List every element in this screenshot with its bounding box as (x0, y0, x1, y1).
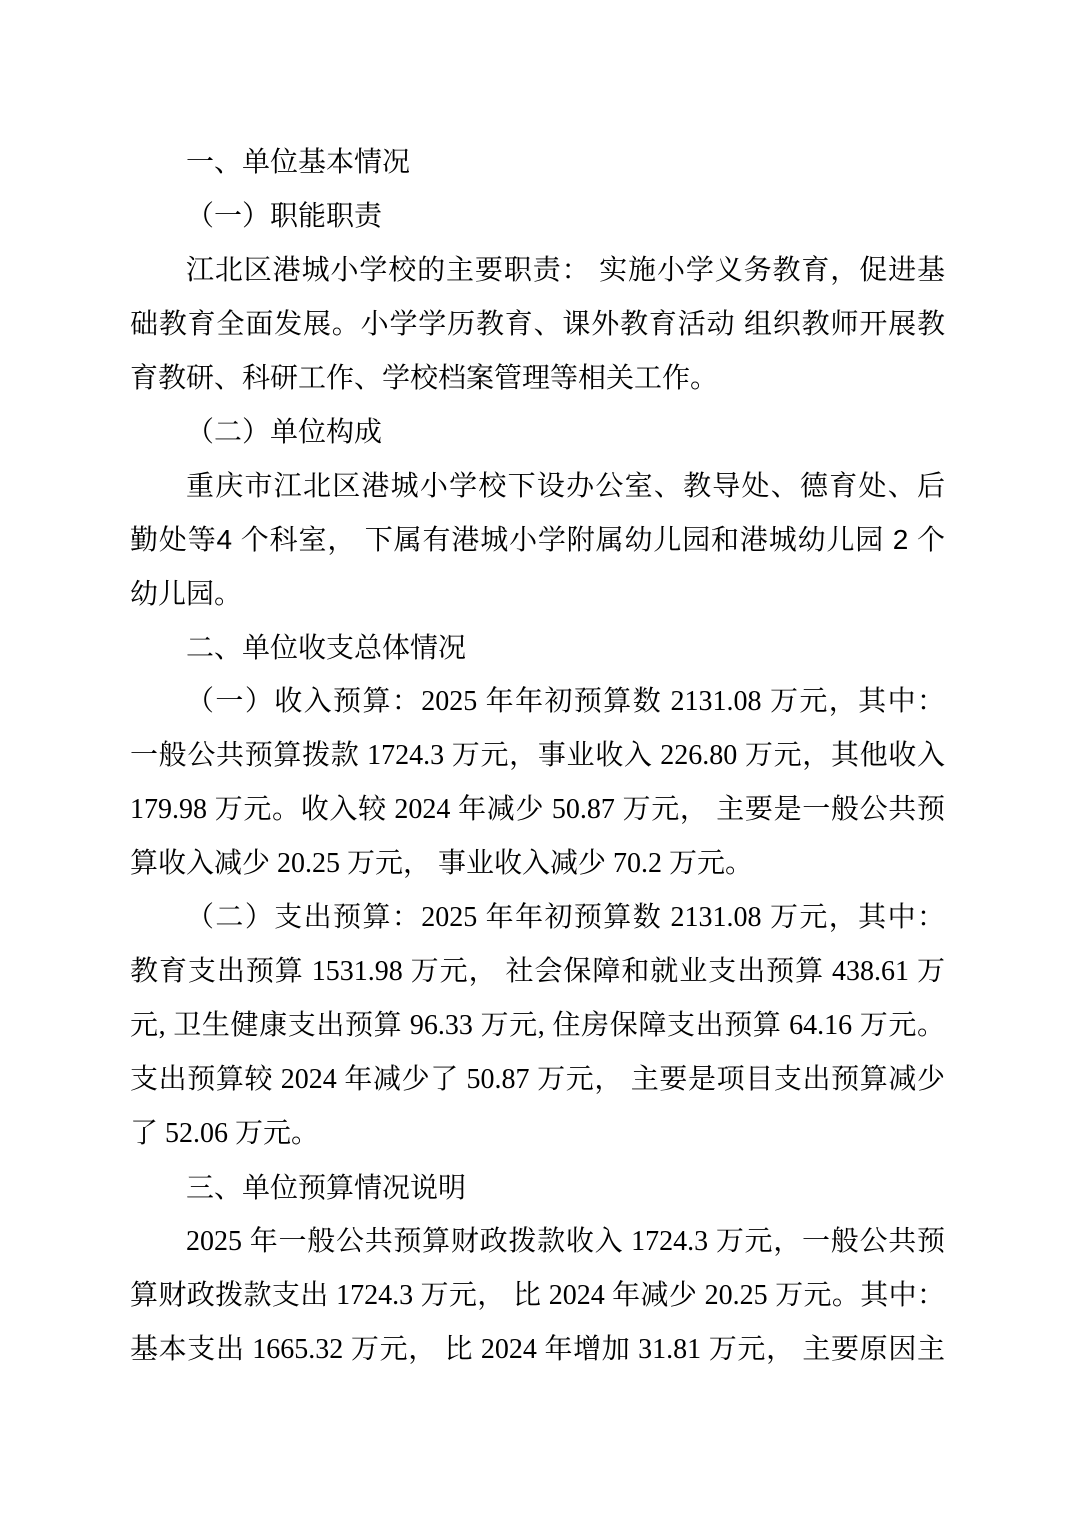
heading-budget-explanation: 三、单位预算情况说明 (186, 1172, 467, 1203)
paragraph-duties (130, 243, 945, 405)
text-line: （二）支出预算：2025 年年初预算数 2131.08 万元，其中： (186, 902, 945, 933)
heading-duties: （一）职能职责 (186, 200, 383, 231)
text-line: 重庆市江北区港城小学校下设办公室、教导处、德育处、后 (186, 470, 945, 501)
text-line: 江北区港城小学校的主要职责： 实施小学义务教育，促进基 (186, 254, 945, 285)
paragraph-composition (130, 459, 945, 621)
paragraph-expenditure-budget (130, 891, 945, 1161)
text-line: 算财政拨款支出 1724.3 万元， 比 2024 年减少 20.25 万元。其中： (130, 1280, 945, 1311)
text-line: （一）收入预算：2025 年年初预算数 2131.08 万元，其中： (186, 686, 945, 717)
text-line: 179.98 万元。收入较 2024 年减少 50.87 万元， 主要是一般公共预 (130, 794, 945, 825)
text-line: 了 52.06 万元。 (130, 1118, 320, 1149)
text-line: 2025 年一般公共预算财政拨款收入 1724.3 万元，一般公共预 (186, 1226, 945, 1257)
text-line: 幼儿园。 (130, 578, 243, 609)
text-line: 基本支出 1665.32 万元， 比 2024 年增加 31.81 万元， 主要原因主 (130, 1334, 945, 1365)
heading-unit-basic-info: 一、单位基本情况 (186, 146, 411, 177)
text-line: 教育支出预算 1531.98 万元， 社会保障和就业支出预算 438.61 万 (130, 956, 945, 987)
heading-unit-composition: （二）单位构成 (186, 416, 383, 447)
text-line: 础教育全面发展。小学学历教育、课外教育活动 组织教师开展教 (130, 308, 945, 339)
paragraph-budget-explanation (130, 1215, 945, 1377)
heading-revenue-expenditure-overview: 二、单位收支总体情况 (186, 632, 467, 663)
text-line: 一般公共预算拨款 1724.3 万元，事业收入 226.80 万元，其他收入 (130, 740, 945, 771)
text-line: 支出预算较 2024 年减少了 50.87 万元， 主要是项目支出预算减少 (130, 1064, 945, 1095)
paragraph-revenue-budget (130, 675, 945, 891)
text-line: 算收入减少 20.25 万元， 事业收入减少 70.2 万元。 (130, 848, 754, 879)
text-line: 勤处等4 个科室， 下属有港城小学附属幼儿园和港城幼儿园 2 个 (130, 524, 945, 555)
text-line: 元, 卫生健康支出预算 96.33 万元, 住房保障支出预算 64.16 万元。 (130, 1010, 945, 1041)
text-line: 育教研、科研工作、学校档案管理等相关工作。 (130, 362, 719, 393)
